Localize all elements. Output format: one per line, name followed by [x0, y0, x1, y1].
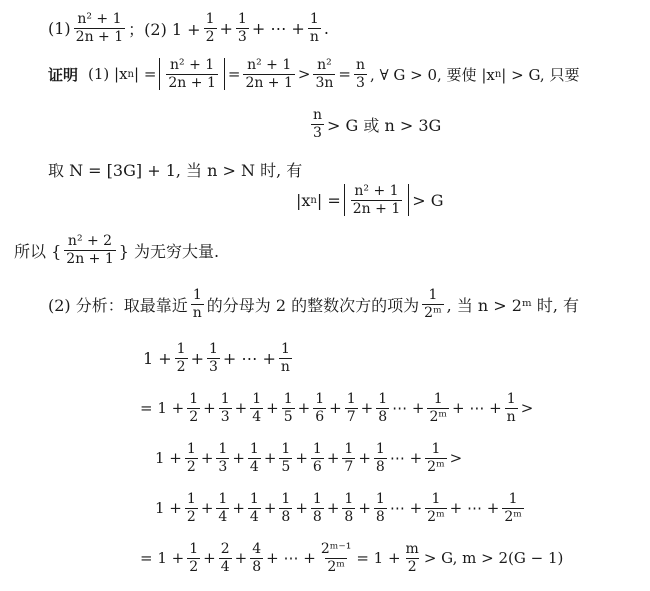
- l2-c-den: 3n: [315, 74, 334, 91]
- line-3: [308, 108, 441, 140]
- l11-term-m2: [502, 492, 524, 524]
- l5-num: n² + 1: [354, 183, 399, 199]
- l2-p1: (1) |x: [88, 65, 128, 84]
- l9-term: [345, 392, 358, 424]
- l11-den-1: 4: [218, 508, 228, 525]
- l9-den-0: 2: [189, 408, 199, 425]
- l2-b-num: n² + 1: [247, 57, 292, 73]
- l11-den-4: 8: [312, 508, 322, 525]
- l10-mid: ⋯ +: [389, 449, 423, 468]
- l8-p1: 1 +: [143, 348, 172, 368]
- l2-p7: | > G, 只要: [501, 65, 580, 84]
- l2-sub2: n: [494, 68, 502, 80]
- l12-t2: [219, 542, 232, 574]
- line-12: = 1 + $\frac{1}{2}$ + $\frac{2}{4}$ + $\frac{4}{8}$ + ⋯ + $\frac{\text{2ᵐ⁻¹}}{\text{2ᵐ}}$ = 1 + $\frac{m}{2}$ > G, m > 2(G − 1): [140, 541, 564, 575]
- l12-t3: [250, 542, 263, 574]
- l1-p4: + ⋯ +: [251, 18, 305, 38]
- l11-one: 1: [344, 491, 354, 507]
- l1-f2-den: 2: [205, 28, 215, 45]
- l1-p2: ；(2) 1 +: [128, 19, 201, 39]
- l10-term-m: [425, 442, 447, 474]
- l9-post: >: [520, 399, 534, 418]
- l10-m-den: 2ᵐ: [427, 458, 445, 475]
- l1-f3-den: 3: [237, 28, 247, 45]
- l2-d-den: 3: [356, 74, 365, 91]
- l9-den-5: 7: [346, 408, 356, 425]
- l9-one: 1: [346, 391, 356, 407]
- l7-frac-2: [422, 288, 444, 320]
- l1-frac-4: [308, 12, 321, 44]
- l1-p1: (1): [48, 18, 71, 38]
- l1-f4-den: n: [309, 28, 319, 45]
- l9-term: [219, 392, 232, 424]
- l10-pre: 1 +: [155, 449, 182, 468]
- l9-one: 1: [189, 391, 199, 407]
- l10-den-3: 5: [281, 458, 291, 475]
- l9-den-3: 5: [283, 408, 293, 425]
- l9-den-2: 4: [252, 408, 262, 425]
- l5-p3: > G: [412, 190, 444, 210]
- l12-mid: + ⋯ +: [266, 549, 316, 568]
- l10-one: 1: [249, 441, 259, 457]
- l7-p1: (2) 分析：取最靠近: [48, 295, 188, 315]
- l5-sub: n: [310, 194, 317, 206]
- l12-t4-den: 2ᵐ: [327, 558, 345, 575]
- l11-one: 1: [312, 491, 322, 507]
- l1-frac-1: [74, 12, 125, 44]
- l10-term: [216, 442, 229, 474]
- l10-term: [279, 442, 292, 474]
- line-10: 1 + $\frac{1}{2}$ + $\frac{1}{3}$ + $\frac{1}{4}$ + $\frac{1}{5}$ + $\frac{1}{6}$ + $\frac{1}{7}$ + $\frac{1}{8}$ ⋯ + $\frac{1}{\text{2ᵐ}}$ >: [155, 441, 463, 475]
- line-7: [48, 288, 579, 320]
- l2-a-den: 2n + 1: [168, 74, 216, 91]
- l10-term: [374, 442, 387, 474]
- l5-abs: [344, 184, 409, 216]
- l5-p1: |x: [296, 190, 311, 210]
- l8-a-num: 1: [176, 341, 186, 357]
- l11-den-6: 8: [375, 508, 385, 525]
- l10-one: 1: [375, 441, 385, 457]
- l5-p2: | =: [316, 190, 341, 210]
- l2-abs: [159, 58, 224, 90]
- l11-term: [216, 492, 229, 524]
- l3-num: n: [313, 107, 323, 123]
- l2-sub: n: [127, 68, 134, 80]
- l7-f2-num: 1: [428, 287, 438, 303]
- l10-one: 1: [431, 441, 441, 457]
- l12-t1: [187, 542, 200, 574]
- l12-t4: [319, 542, 354, 574]
- l8-b-num: 1: [209, 341, 218, 357]
- l12-t3-num: 4: [252, 541, 262, 557]
- l10-den-6: 8: [375, 458, 385, 475]
- l9-den-4: 6: [315, 408, 325, 425]
- l1-f1-num: n² + 1: [77, 11, 122, 27]
- l9-term: [313, 392, 326, 424]
- l9-term-n: [505, 392, 518, 424]
- l7-frac-1: [191, 288, 204, 320]
- l9-den-6: 8: [378, 408, 388, 425]
- l8-p3: + ⋯ +: [222, 348, 276, 368]
- l8-frac-a: [175, 342, 188, 374]
- l12-t5: [404, 542, 421, 574]
- l1-frac-3: [236, 12, 249, 44]
- l11-one: 1: [218, 491, 228, 507]
- l7-f1-den: n: [192, 304, 202, 321]
- l9-term-m: [427, 392, 449, 424]
- l10-term: [311, 442, 324, 474]
- l9-term: [250, 392, 263, 424]
- l4-text: 取 N = [3G] + 1, 当 n > N 时, 有: [48, 161, 303, 180]
- l6-num: n² + 2: [67, 233, 113, 249]
- l6-p1: 所以 {: [14, 241, 62, 261]
- l10-one: 1: [344, 441, 354, 457]
- l6-den: 2n + 1: [66, 250, 114, 267]
- l6-p2: } 为无穷大量.: [118, 241, 220, 261]
- l10-den-1: 3: [218, 458, 228, 475]
- l8-c-num: 1: [280, 341, 290, 357]
- l2-frac-a: [166, 58, 217, 90]
- l2-p6: , ∀ G > 0, 要使 |x: [370, 65, 495, 84]
- l2-p5: =: [338, 65, 351, 84]
- l10-one: 1: [186, 441, 196, 457]
- l9-term: [187, 392, 200, 424]
- l12-t2-den: 4: [220, 558, 230, 575]
- l9-mid2: + ⋯ +: [451, 399, 502, 418]
- l9-term: [282, 392, 295, 424]
- l1-p3: +: [219, 18, 233, 38]
- l9-one: 1: [252, 391, 262, 407]
- l3-text: > G 或 n > 3G: [327, 115, 442, 135]
- l10-den-0: 2: [186, 458, 196, 475]
- l2-frac-b: [243, 58, 294, 90]
- l9-one: 1: [378, 391, 388, 407]
- l5-frac: [351, 184, 402, 216]
- l11-pre: 1 +: [155, 499, 182, 518]
- l2-c-num: n²: [317, 57, 332, 73]
- l1-frac-2: [204, 12, 217, 44]
- l2-a-num: n² + 1: [170, 57, 215, 73]
- line-11: 1 + $\frac{1}{2}$ + $\frac{1}{4}$ + $\frac{1}{4}$ + $\frac{1}{8}$ + $\frac{1}{8}$ + $\frac{1}{8}$ + $\frac{1}{8}$ ⋯ + $\frac{1}{\text{2ᵐ}}$ + ⋯ + $\frac{1}{\text{2ᵐ}}$: [155, 491, 522, 525]
- l9-den-1: 3: [220, 408, 230, 425]
- l3-den: 3: [313, 124, 322, 141]
- l9-term: [376, 392, 389, 424]
- l11-den-2: 4: [249, 508, 259, 525]
- l12-t5-num: m: [405, 541, 419, 557]
- l10-term: [248, 442, 261, 474]
- l11-den-3: 8: [281, 508, 291, 525]
- l8-frac-c: [279, 342, 292, 374]
- line-6: [14, 234, 219, 266]
- l11-one: 1: [281, 491, 291, 507]
- l1-f1-den: 2n + 1: [75, 28, 124, 45]
- l11-one: 1: [186, 491, 196, 507]
- line-4: [48, 158, 302, 181]
- l6-frac: [64, 234, 115, 266]
- l9-one: 1: [315, 391, 325, 407]
- l11-term: [279, 492, 292, 524]
- l11-term: [311, 492, 324, 524]
- l10-one: 1: [281, 441, 291, 457]
- l11-one: 1: [375, 491, 385, 507]
- l8-p2: +: [190, 348, 204, 368]
- l5-den: 2n + 1: [352, 200, 401, 217]
- l9-one: 1: [433, 391, 443, 407]
- l12-post: > G, m > 2(G − 1): [423, 549, 564, 568]
- l9-one: 1: [506, 391, 516, 407]
- l9-n-den: n: [506, 408, 516, 425]
- l11-one: 1: [431, 491, 441, 507]
- l7-f1-num: 1: [192, 287, 202, 303]
- l8-a-den: 2: [176, 358, 186, 375]
- l9-one: 1: [220, 391, 230, 407]
- l11-term: [185, 492, 198, 524]
- l10-den-2: 4: [249, 458, 259, 475]
- l8-b-den: 3: [209, 358, 218, 375]
- l10-one: 1: [218, 441, 228, 457]
- l11-one: 1: [249, 491, 259, 507]
- l8-frac-b: [207, 342, 220, 374]
- l2-d-num: n: [356, 57, 366, 73]
- l11-term: [342, 492, 355, 524]
- l8-c-den: n: [280, 358, 290, 375]
- l12-t5-den: 2: [407, 558, 417, 575]
- l9-mid: ⋯ +: [392, 399, 425, 418]
- l7-p2: 的分母为 2 的整数次方的项为: [206, 295, 420, 315]
- l1-f2-num: 1: [205, 11, 215, 27]
- l10-den-5: 7: [344, 458, 354, 475]
- l3-frac: [311, 108, 324, 140]
- l11-m2-den: 2ᵐ: [504, 508, 522, 525]
- l7-f2-den: 2ᵐ: [424, 304, 442, 321]
- l7-p3: , 当 n > 2ᵐ 时, 有: [446, 295, 580, 315]
- l12-pre: = 1 +: [140, 549, 185, 568]
- line-9: = 1 + $\frac{1}{2}$ + $\frac{1}{3}$ + $\frac{1}{4}$ + $\frac{1}{5}$ + $\frac{1}{6}$ + $\frac{1}{7}$ + $\frac{1}{8}$ ⋯ + $\frac{1}{\text{2ᵐ}}$ + ⋯ + $\frac{1}{n}$ >: [140, 391, 534, 425]
- l12-t2-num: 2: [220, 541, 230, 557]
- l1-p5: .: [323, 18, 329, 38]
- l10-one: 1: [312, 441, 322, 457]
- l10-term: [185, 442, 198, 474]
- l2-p4: >: [297, 65, 311, 84]
- l11-den-5: 8: [344, 508, 354, 525]
- l11-one: 1: [508, 491, 518, 507]
- line-2: [48, 58, 579, 90]
- l11-term: [248, 492, 261, 524]
- proof-label: 证明: [48, 65, 79, 84]
- l1-f3-num: 1: [237, 11, 247, 27]
- l12-t1-den: 2: [189, 558, 199, 575]
- l2-frac-c: [313, 58, 335, 90]
- l2-frac-d: [354, 58, 367, 90]
- l11-den-0: 2: [186, 508, 196, 525]
- line-5: [296, 184, 444, 216]
- l9-one: 1: [283, 391, 293, 407]
- l11-mid: ⋯ +: [389, 499, 423, 518]
- l10-term: [342, 442, 355, 474]
- l10-den-4: 6: [312, 458, 322, 475]
- l2-p3: =: [227, 65, 241, 84]
- l11-term: [374, 492, 387, 524]
- l2-p2: | =: [134, 65, 157, 84]
- l2-b-den: 2n + 1: [245, 74, 293, 91]
- l9-m-den: 2ᵐ: [429, 408, 447, 425]
- l11-mid2: + ⋯ +: [449, 499, 500, 518]
- l12-eq: = 1 +: [356, 549, 401, 568]
- l11-m-den: 2ᵐ: [427, 508, 445, 525]
- l11-term-m: [425, 492, 447, 524]
- line-8: [143, 342, 295, 374]
- l12-t4-num: 2ᵐ⁻¹: [320, 541, 352, 557]
- l12-t1-num: 1: [189, 541, 199, 557]
- line-1: [48, 12, 329, 44]
- l12-t3-den: 8: [252, 558, 262, 575]
- l1-f4-num: 1: [309, 11, 319, 27]
- l10-post: >: [449, 449, 463, 468]
- l9-pre: = 1 +: [140, 399, 185, 418]
